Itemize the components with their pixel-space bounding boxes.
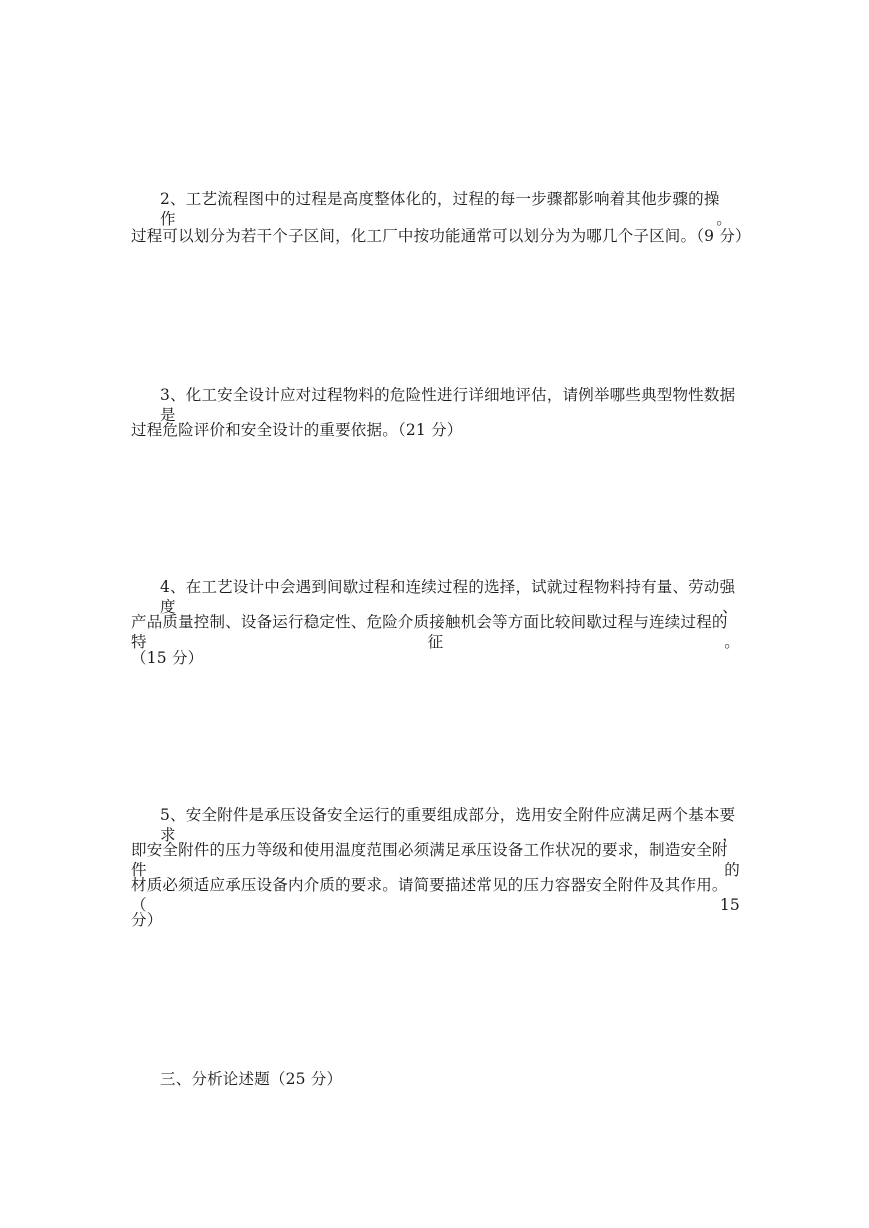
section-heading: 三、分析论述题（25 分）	[160, 1070, 343, 1088]
question-4-line-3: （15 分）	[131, 649, 204, 667]
question-2-line-1: 2、工艺流程图中的过程是高度整体化的，过程的每一步骤都影响着其他步骤的操作。	[160, 190, 732, 228]
question-5-line-3: 材质必须适应承压设备内介质的要求。请简要描述常见的压力容器安全附件及其作用。（15	[131, 876, 740, 914]
question-5-line-1: 5、安全附件是承压设备安全运行的重要组成部分，选用安全附件应满足两个基本要求，	[160, 806, 738, 844]
question-5-line-2: 即安全附件的压力等级和使用温度范围必须满足承压设备工作状况的要求，制造安全附件的	[131, 841, 740, 879]
question-3-line-2: 过程危险评价和安全设计的重要依据。（21 分）	[131, 421, 463, 439]
question-4-line-1: 4、在工艺设计中会遇到间歇过程和连续过程的选择，试就过程物料持有量、劳动强度、	[160, 578, 738, 616]
question-3-line-1: 3、化工安全设计应对过程物料的危险性进行详细地评估，请例举哪些典型物性数据是	[160, 386, 736, 424]
question-5-line-4: 分）	[131, 911, 163, 929]
question-4-line-2: 产品质量控制、设备运行稳定性、危险介质接触机会等方面比较间歇过程与连续过程的特征。	[131, 613, 740, 651]
question-2-line-2: 过程可以划分为若干个子区间，化工厂中按功能通常可以划分为为哪几个子区间。（9 分）	[131, 227, 751, 245]
